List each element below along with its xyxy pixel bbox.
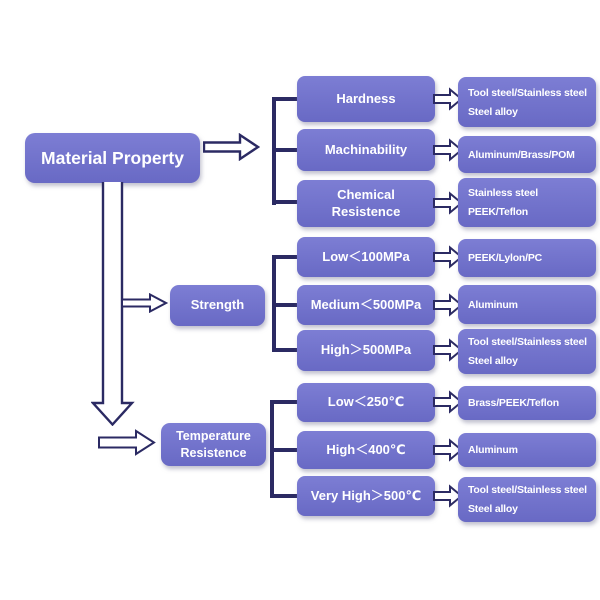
node-hardness	[297, 76, 435, 122]
connector-stub	[272, 97, 298, 101]
connector-stub	[272, 148, 298, 152]
node-machinability-label: Machinability	[324, 141, 408, 157]
result-hardness	[458, 77, 596, 127]
node-chemical-resistence-label: Chemical Resistence	[331, 186, 401, 219]
result-machinability	[458, 136, 596, 173]
node-high-500mpa	[297, 330, 435, 371]
result-line: Stainless steel	[468, 187, 538, 199]
node-medium-500mpa-label: Medium＜500MPa	[310, 296, 422, 312]
node-material-property-label: Material Property	[41, 147, 184, 168]
result-chemical-resistence	[458, 178, 596, 227]
node-hardness-label: Hardness	[336, 90, 396, 106]
node-low-100mpa-label: Low＜100MPa	[322, 248, 410, 264]
result-line: PEEK/Teflon	[468, 206, 529, 218]
result-line: Aluminum	[468, 444, 518, 456]
result-line: PEEK/Lylon/PC	[468, 252, 543, 264]
connector-stub	[270, 494, 298, 498]
node-low-250c-label: Low＜250℃	[327, 394, 405, 410]
node-chemical-resistence	[297, 180, 435, 227]
result-low-strength	[458, 239, 596, 277]
result-line: Brass/PEEK/Teflon	[468, 397, 559, 409]
result-line: Aluminum/Brass/POM	[468, 148, 575, 161]
result-line: Tool steel/Stainless steel	[468, 336, 587, 348]
result-high-strength	[458, 329, 596, 374]
arrow-right-icon	[203, 133, 260, 161]
node-machinability	[297, 129, 435, 171]
arrow-right-icon	[98, 429, 156, 456]
node-very-high-500c-label: Very High＞500℃	[310, 487, 422, 503]
result-very-high-temperature	[458, 477, 596, 522]
result-line: Steel alloy	[468, 105, 518, 118]
result-medium-strength	[458, 285, 596, 324]
node-high-400c	[297, 431, 435, 469]
node-temperature-resistence-label: Temperature Resistence	[176, 429, 251, 460]
result-high-temperature	[458, 433, 596, 467]
connector-stub	[272, 348, 298, 352]
result-line: Steel alloy	[468, 503, 518, 515]
connector-stub	[272, 303, 298, 307]
node-very-high-500c	[297, 476, 435, 516]
node-medium-500mpa	[297, 285, 435, 325]
node-temperature-resistence	[161, 423, 266, 466]
connector-stub	[270, 400, 298, 404]
node-low-250c	[297, 383, 435, 422]
connector-stub	[270, 448, 298, 452]
node-strength	[170, 285, 265, 326]
node-high-500mpa-label: High＞500MPa	[320, 342, 412, 358]
result-low-temperature	[458, 386, 596, 420]
result-line: Tool steel/Stainless steel	[468, 86, 587, 99]
connector-stub	[272, 255, 298, 259]
node-low-100mpa	[297, 237, 435, 277]
arrow-right-icon	[121, 293, 168, 313]
result-line: Steel alloy	[468, 355, 518, 367]
result-line: Tool steel/Stainless steel	[468, 484, 587, 496]
node-strength-label: Strength	[190, 297, 245, 313]
connector-stub	[272, 200, 298, 204]
node-material-property	[25, 133, 200, 183]
node-high-400c-label: High＜400℃	[326, 441, 406, 457]
result-line: Aluminum	[468, 298, 518, 311]
